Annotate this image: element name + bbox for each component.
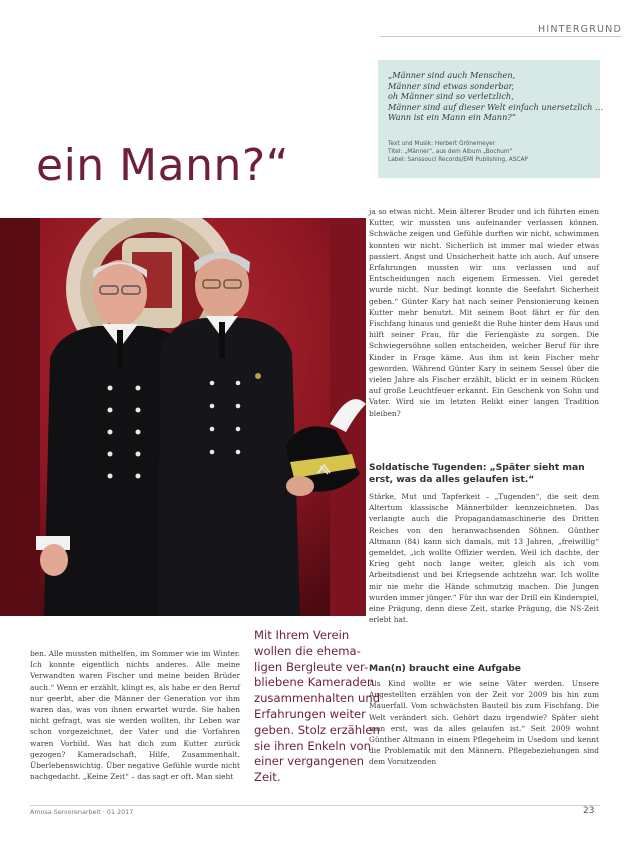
paragraph: Als Kind wollte er wie seine Väter werden. Unsere Angestellten erzählen von der Zeit vor 2009 bis hin zum Mauerfall. Vom schwächsten Bauteil bis zum Fischfang. Die Welt verändert sich. Gehört dazu irgendwie? Später sieht man erst, was da alles gelaufen ist.“ Seit 2009 wohnt Günther Altmann in einem Pflegeheim in Usedom und kennt die Problematik mit den Männern. Pflegebeziehungen sind dem Vorsitzenden [369, 679, 599, 767]
quote-credits [388, 141, 598, 164]
quote-line: Männer sind auf dieser Welt einfach unersetzlich … [388, 101, 604, 112]
subheading: Soldatische Tugenden: „Später sieht man erst, was da alles gelaufen ist.“ [369, 462, 585, 485]
caption-line: sie ihren Enkeln von [254, 738, 371, 753]
caption-line: Mit Ihrem Verein [254, 628, 350, 642]
paragraph: Stärke, Mut und Tapferkeit – „Tugenden“, die seit dem Altertum klassische Männerbilder kennzeichneten. Das verlangte auch die Propagandamaschinerie des Dritten Reiches von den heranwachsenden Söhnen. Günther Altmann (84) kann sich damals, mit 13 Jahren, „freiwillig“ gemeldet, „ich wollte Offizier werden. Weil ich dachte, der Krieg geht noch lange weiter, gleich als ich vom Arbeitsdienst und bei Kriegsende achtzehn war. Ich wollte mir nie mehr die Hände schmutzig machen. Die Jungen wurden immer jünger.“ Für ihn war der Drill ein Kinderspiel, eine Prägung, denn diese Zeit, starke Prägung, die NS-Zeit erlebt hat. [369, 492, 599, 625]
footer-publication: Amosa Seniorenarbeit · 01 2017 [30, 808, 134, 816]
photo-caption [254, 628, 381, 786]
quote-line: „Männer sind auch Menschen, [388, 70, 516, 80]
section-label: HINTERGRUND [538, 24, 622, 35]
quote-line: Wann ist ein Mann ein Mann?“ [388, 112, 516, 123]
caption-line: wollen die ehema- [254, 643, 361, 658]
caption-line: geben. Stolz erzählen [254, 722, 380, 737]
article-column-right-top [369, 206, 599, 419]
section-divider [380, 36, 622, 37]
caption-line: bliebene Kameraden [254, 675, 375, 690]
article-column-right-bottom [369, 678, 599, 768]
credit-line: Titel: „Männer“, aus dem Album „Bochum“ [388, 148, 513, 155]
paragraph: ben. Alle mussten mithelfen, im Sommer wie im Winter. Ich konnte eigentlich nichts anderes. Alle meine Verwandten waren Fischer und meine beiden Brüder auch.“ Wenn er erzählt, klingt es, als habe er den Beruf nur geerbt, aber die Männer der Generation vor ihm waren das, was von ihnen erwartet wurde. Sie haben nicht gefragt, was sie werden wollten, ihr Leben war schon vorgezeichnet, der Vater und die Vorfahren waren Vorbild. Was hat dich zum Kutter zurück gezogen? Kameradschaft, Hilfe, Zusammenhalt. Überlebenswichtig. Über negative Gefühle wurde nicht nachgedacht. „Keine Zeit“ – das sagt er oft. Man sieht [30, 649, 240, 782]
photo-illustration [0, 218, 366, 616]
footer-divider [30, 805, 600, 806]
caption-line: einer vergangenen [254, 754, 364, 769]
caption-line: zusammenhalten und [254, 691, 381, 706]
subheading: Man(n) braucht eine Aufgabe [369, 663, 522, 674]
page-number: 23 [583, 806, 595, 816]
headline: ein Mann?“ [36, 140, 290, 191]
quote-line: oh Männer sind so verletzlich, [388, 91, 514, 102]
caption-line: Erfahrungen weiter [254, 706, 366, 721]
credit-line: Text und Musik: Herbert Grönemeyer [388, 141, 496, 147]
caption-line: ligen Bergleute ver- [254, 659, 369, 674]
song-quote [388, 70, 604, 123]
article-column-right-mid [369, 491, 599, 625]
caption-line: Zeit. [254, 770, 281, 785]
paragraph: ja so etwas nicht. Mein älterer Bruder und ich führten einen Kutter, wir mussten uns aufeinander verlassen können. Schwäche zeigen und Gefühle durften wir nicht, schwimmen konnten wir nicht. Sicherlich ist immer mal wieder etwas passiert. Angst und Unsicherheit hatte ich auch. Auf unsere Erfahrungen mussten wir uns verlassen und auf Entscheidungen nach eigenem Ermessen. Viel geredet wurde nicht. Nur bedingt konnte die Seefahrt Sicherheit geben.“ Günter Kary hat nach seiner Pensionierung keinen Kutter mehr benutzt. Mit seinem Boot fährt er für den Fischfang hinaus und genießt die Ruhe hinter dem Haus und hilft seiner Frau, für die Feriengäste zu sorgen. Die Schwiegersöhne sollen entscheiden, welcher Beruf für ihre Kinder in Frage käme. Aus ihm ist kein Fischer mehr geworden. Während Günter Kary in seinem Sessel über die vielen Jahre als Fischer erzählt, blickt er in seinem Rücken auf große Leuchtfeuer erkannt. Ein Geschenk von Sohn und Vater. Wird sie im letzten Relikt einer langen Tradition bleiben? [369, 207, 599, 418]
photo-two-miners [0, 218, 366, 616]
quote-line: Männer sind etwas sonderbar, [388, 80, 515, 91]
article-column-left-bottom [30, 648, 240, 782]
credit-line: Label: Sanssouci Records/EMI Publishing, ASCAP [388, 156, 528, 163]
